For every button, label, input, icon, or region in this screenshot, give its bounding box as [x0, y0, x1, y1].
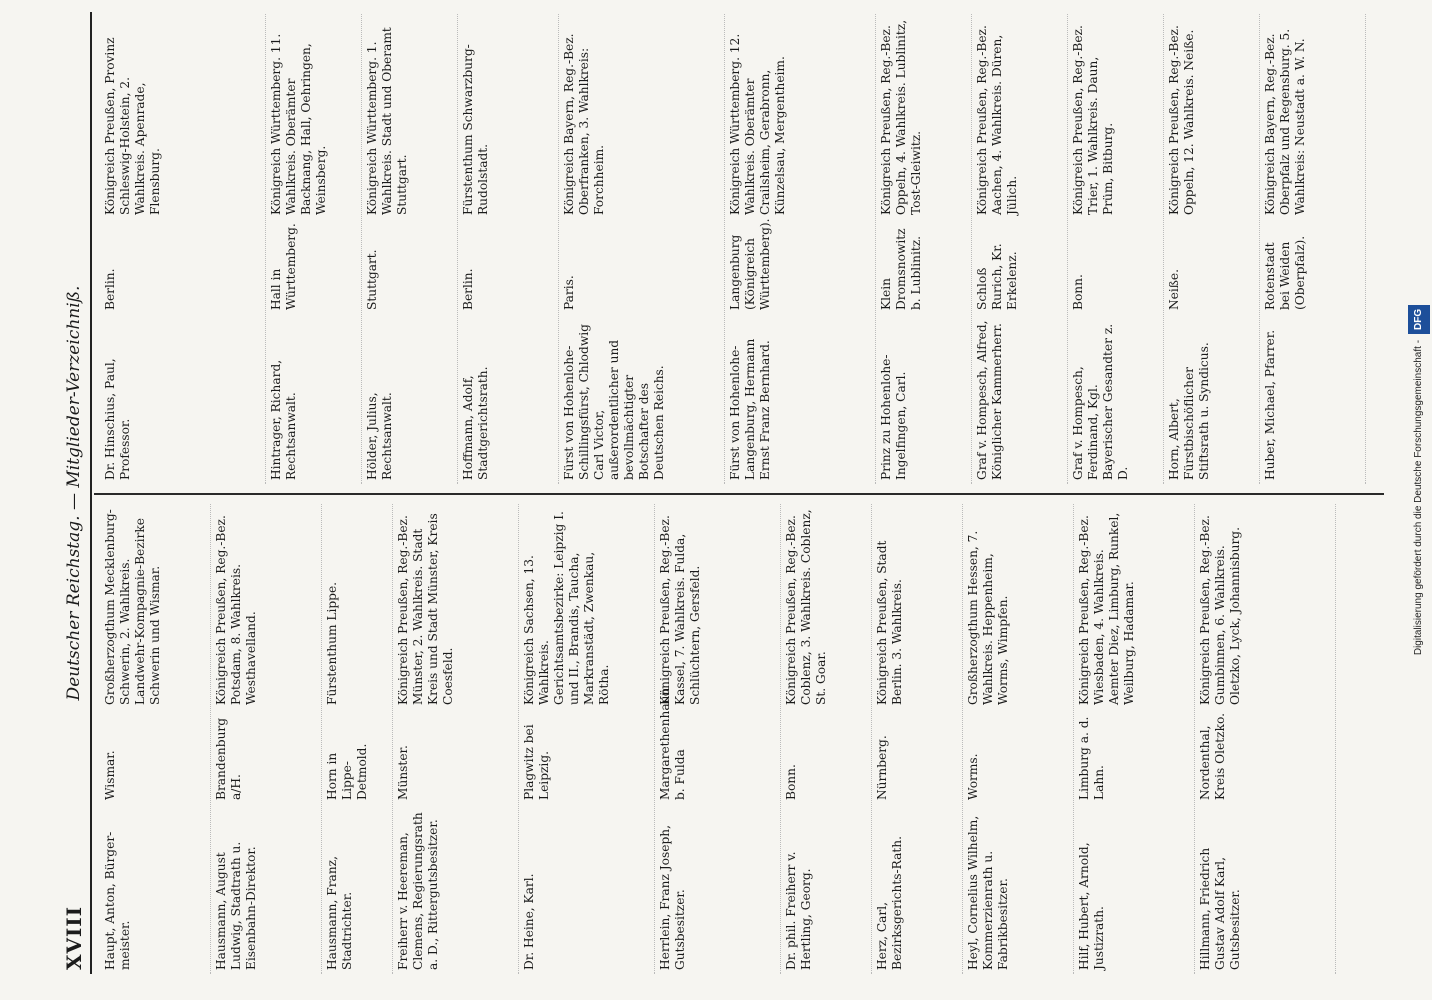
member-residence: Münster. — [396, 745, 410, 800]
digitization-credit — [1406, 0, 1428, 1000]
member-residence: Hall in Württemberg. — [269, 223, 298, 310]
member-name: Haupt, Anton, Bürger-meister. — [103, 831, 132, 970]
member-row — [211, 504, 322, 974]
members-table-left — [100, 504, 1380, 974]
member-residence: Rotenstadt bei Weiden (Oberpfalz). — [1263, 235, 1307, 310]
member-constituency: Königreich Preußen, Reg.-Bez. Trier, 1. Wahlkreis. Daun, Prüm, Bitburg. — [1071, 25, 1115, 215]
member-residence: Berlin. — [461, 268, 475, 310]
member-constituency: Königreich Württemberg. 11. Wahlkreis. Oberämter Backnang, Hall, Oehringen, Weinsberg. — [269, 33, 328, 215]
member-row — [1260, 14, 1366, 484]
member-residence: Schloß Rurich, Kr. Erkelenz. — [975, 243, 1019, 310]
member-row — [100, 14, 266, 484]
member-row — [458, 14, 559, 484]
member-row — [872, 504, 963, 974]
member-row — [266, 14, 362, 484]
member-constituency: Fürstenthum Schwarzburg-Rudolstadt. — [461, 44, 490, 215]
member-constituency: Großherzogthum Mecklenburg-Schwerin, 2. Wahlkreis. Landwehr-Kompagnie-Bezirke Schwerin und Wismar. — [103, 509, 162, 705]
member-name: Fürst von Hohenlohe-Schillingsfürst, Chlodwig Carl Victor, außerordentlicher und bevollmächtigter Botschafter des Deutschen Reichs. — [562, 324, 666, 480]
member-name: Fürst von Hohenlohe-Langenburg, Hermann Ernst Franz Bernhard. — [728, 338, 772, 480]
member-residence: Nordenthal, Kreis Oletzko. — [1198, 713, 1227, 800]
member-residence: Bonn. — [1071, 274, 1085, 310]
member-residence: Berlin. — [103, 268, 117, 310]
member-residence: Wismar. — [103, 750, 117, 800]
member-row — [972, 14, 1068, 484]
member-constituency: Königreich Württemberg. 12. Wahlkreis. Oberämter Crailsheim, Gerabronn, Künzelsau, Mergentheim. — [728, 33, 787, 215]
member-constituency: Fürstenthum Lippe. — [325, 581, 339, 705]
member-row — [1164, 14, 1260, 484]
member-name: Horn, Albert, Fürstbischöflicher Stiftsrath u. Syndicus. — [1167, 342, 1211, 480]
member-name: Graf v. Hompesch, Alfred, Königlicher Kammerherr. — [975, 320, 1004, 480]
member-name: Dr. phil. Freiherr v. Hertling, Georg. — [784, 851, 813, 970]
running-title: Deutscher Reichstag. — Mitglieder-Verzeichniß. — [64, 285, 84, 701]
member-constituency: Königreich Bayern, Reg.-Bez. Oberfranken, 3. Wahlkreis: Forchheim. — [562, 33, 606, 215]
member-row — [362, 14, 458, 484]
member-name: Hausmann, August Ludwig, Stadtrath u. Eisenbahn-Direktor. — [214, 841, 258, 970]
member-constituency: Königreich Sachsen, 13. Wahlkreis. Gerichtsamtsbezirke: Leipzig I. und II., Brandis, Taucha, Markranstädt, Zwenkau, Rötha. — [522, 511, 611, 705]
member-residence: Langenburg (Königreich Württemberg). — [728, 218, 772, 310]
member-row — [1068, 14, 1164, 484]
member-residence: Klein Dromsnowitz b. Lublinitz. — [879, 228, 923, 310]
member-residence: Nürnberg. — [875, 735, 889, 800]
member-residence: Neiße. — [1167, 268, 1181, 310]
member-row — [519, 504, 655, 974]
member-name: Herrlein, Franz Joseph, Gutsbesitzer. — [658, 824, 687, 970]
member-name: Prinz zu Hohenlohe-Ingelfingen, Carl. — [879, 354, 908, 480]
member-constituency: Königreich Preußen, Stadt Berlin. 3. Wahlkreis. — [875, 540, 904, 705]
member-row — [559, 14, 725, 484]
member-residence: Worms. — [966, 753, 980, 800]
member-residence: Plagwitz bei Leipzig. — [522, 724, 551, 800]
member-constituency: Königreich Preußen, Reg.-Bez. Wiesbaden, 4. Wahlkreis. Aemter Diez, Limburg, Runkel, Weilburg, Hadamar. — [1077, 512, 1136, 705]
member-constituency: Königreich Preußen, Provinz Schleswig-Holstein, 2. Wahlkreis. Apenrade, Flensburg. — [103, 37, 162, 215]
member-name: Dr. Hinschius, Paul, Professor. — [103, 358, 132, 480]
member-name: Dr. Heine, Karl. — [522, 873, 536, 970]
member-constituency: Königreich Preußen, Reg.-Bez. Oppeln, 4. Wahlkreis. Lublinitz, Tost-Gleiwitz. — [879, 19, 923, 215]
page-number: XVIII — [62, 905, 86, 970]
credit-text: Digitalisierung gefördert durch die Deutsche Forschungsgemeinschaft - — [1413, 339, 1424, 656]
members-table-right — [100, 14, 1380, 484]
member-constituency: Königreich Preußen, Reg.-Bez. Münster, 2. Wahlkreis. Stadt Kreis und Stadt Münster, Kreis Coesfeld. — [396, 513, 455, 705]
member-constituency: Königreich Preußen, Reg.-Bez. Gumbinnen, 6. Wahlkreis. Oletzko, Lyck, Johannisburg. — [1198, 515, 1242, 705]
member-residence: Bonn. — [784, 764, 798, 800]
page-header — [60, 12, 92, 974]
member-name: Huber, Michael, Pfarrer. — [1263, 329, 1277, 480]
member-row — [725, 14, 876, 484]
member-name: Hausmann, Franz, Stadtrichter. — [325, 856, 354, 970]
page-body — [60, 12, 1390, 974]
member-constituency: Königreich Bayern, Reg.-Bez. Oberpfalz und Regensburg. 5. Wahlkreis: Neustadt a. W. N. — [1263, 28, 1307, 215]
member-name: Hillmann, Friedrich Gustav Adolf Karl, Gutsbesitzer. — [1198, 847, 1242, 970]
member-constituency: Königreich Preußen, Reg.-Bez. Coblenz, 3. Wahlkreis. Coblenz, St. Goar. — [784, 509, 828, 705]
member-name: Hilf, Hubert, Arnold, Justizrath. — [1077, 842, 1106, 970]
member-constituency: Königreich Preußen, Reg.-Bez. Oppeln, 12. Wahlkreis. Neiße. — [1167, 25, 1196, 215]
member-name: Freiherr v. Heereman, Clemens, Regierungsrath a. D., Rittergutsbesitzer. — [396, 812, 440, 970]
member-constituency: Königreich Preußen, Reg.-Bez. Kassel, 7. Wahlkreis. Fulda, Schlüchtern, Gersfeld. — [658, 515, 702, 705]
member-name: Heyl, Cornelius Wilhelm, Kommerzienrath u. Fabrikbesitzer. — [966, 815, 1010, 970]
member-name: Herz, Carl, Bezirksgerichts-Rath. — [875, 836, 904, 970]
member-name: Hölder, Julius, Rechtsanwalt. — [365, 392, 394, 480]
member-row — [322, 504, 393, 974]
member-row — [1195, 504, 1336, 974]
member-residence: Limburg a. d. Lahn. — [1077, 716, 1106, 800]
member-residence: Margarethenhaun b. Fulda — [658, 687, 687, 800]
member-row — [876, 14, 972, 484]
member-residence: Brandenburg a/H. — [214, 717, 243, 800]
member-row — [963, 504, 1074, 974]
member-row — [1074, 504, 1195, 974]
member-constituency: Königreich Preußen, Reg.-Bez. Potsdam, 8. Wahlkreis. Westhavelland. — [214, 515, 258, 705]
member-name: Hintrager, Richard, Rechtsanwalt. — [269, 359, 298, 480]
member-row — [393, 504, 519, 974]
member-residence: Horn in Lippe-Detmold. — [325, 743, 369, 800]
member-residence: Stuttgart. — [365, 249, 379, 310]
member-name: Graf v. Hompesch, Ferdinand, Kgl. Bayerischer Gesandter z. D. — [1071, 323, 1130, 480]
member-constituency: Königreich Württemberg. 1. Wahlkreis. Stadt und Oberamt Stuttgart. — [365, 27, 409, 215]
dfg-logo: DFG — [1408, 305, 1430, 334]
member-row — [655, 504, 781, 974]
column-divider — [94, 493, 1384, 495]
member-name: Hoffmann, Adolf, Stadtgerichtsrath. — [461, 366, 490, 480]
member-constituency: Großherzogthum Hessen, 7. Wahlkreis. Heppenheim, Worms, Wimpfen. — [966, 530, 1010, 705]
member-row — [100, 504, 211, 974]
member-constituency: Königreich Preußen, Reg.-Bez. Aachen, 4. Wahlkreis. Düren, Jülich. — [975, 25, 1019, 215]
member-row — [781, 504, 872, 974]
member-residence: Paris. — [562, 275, 576, 310]
